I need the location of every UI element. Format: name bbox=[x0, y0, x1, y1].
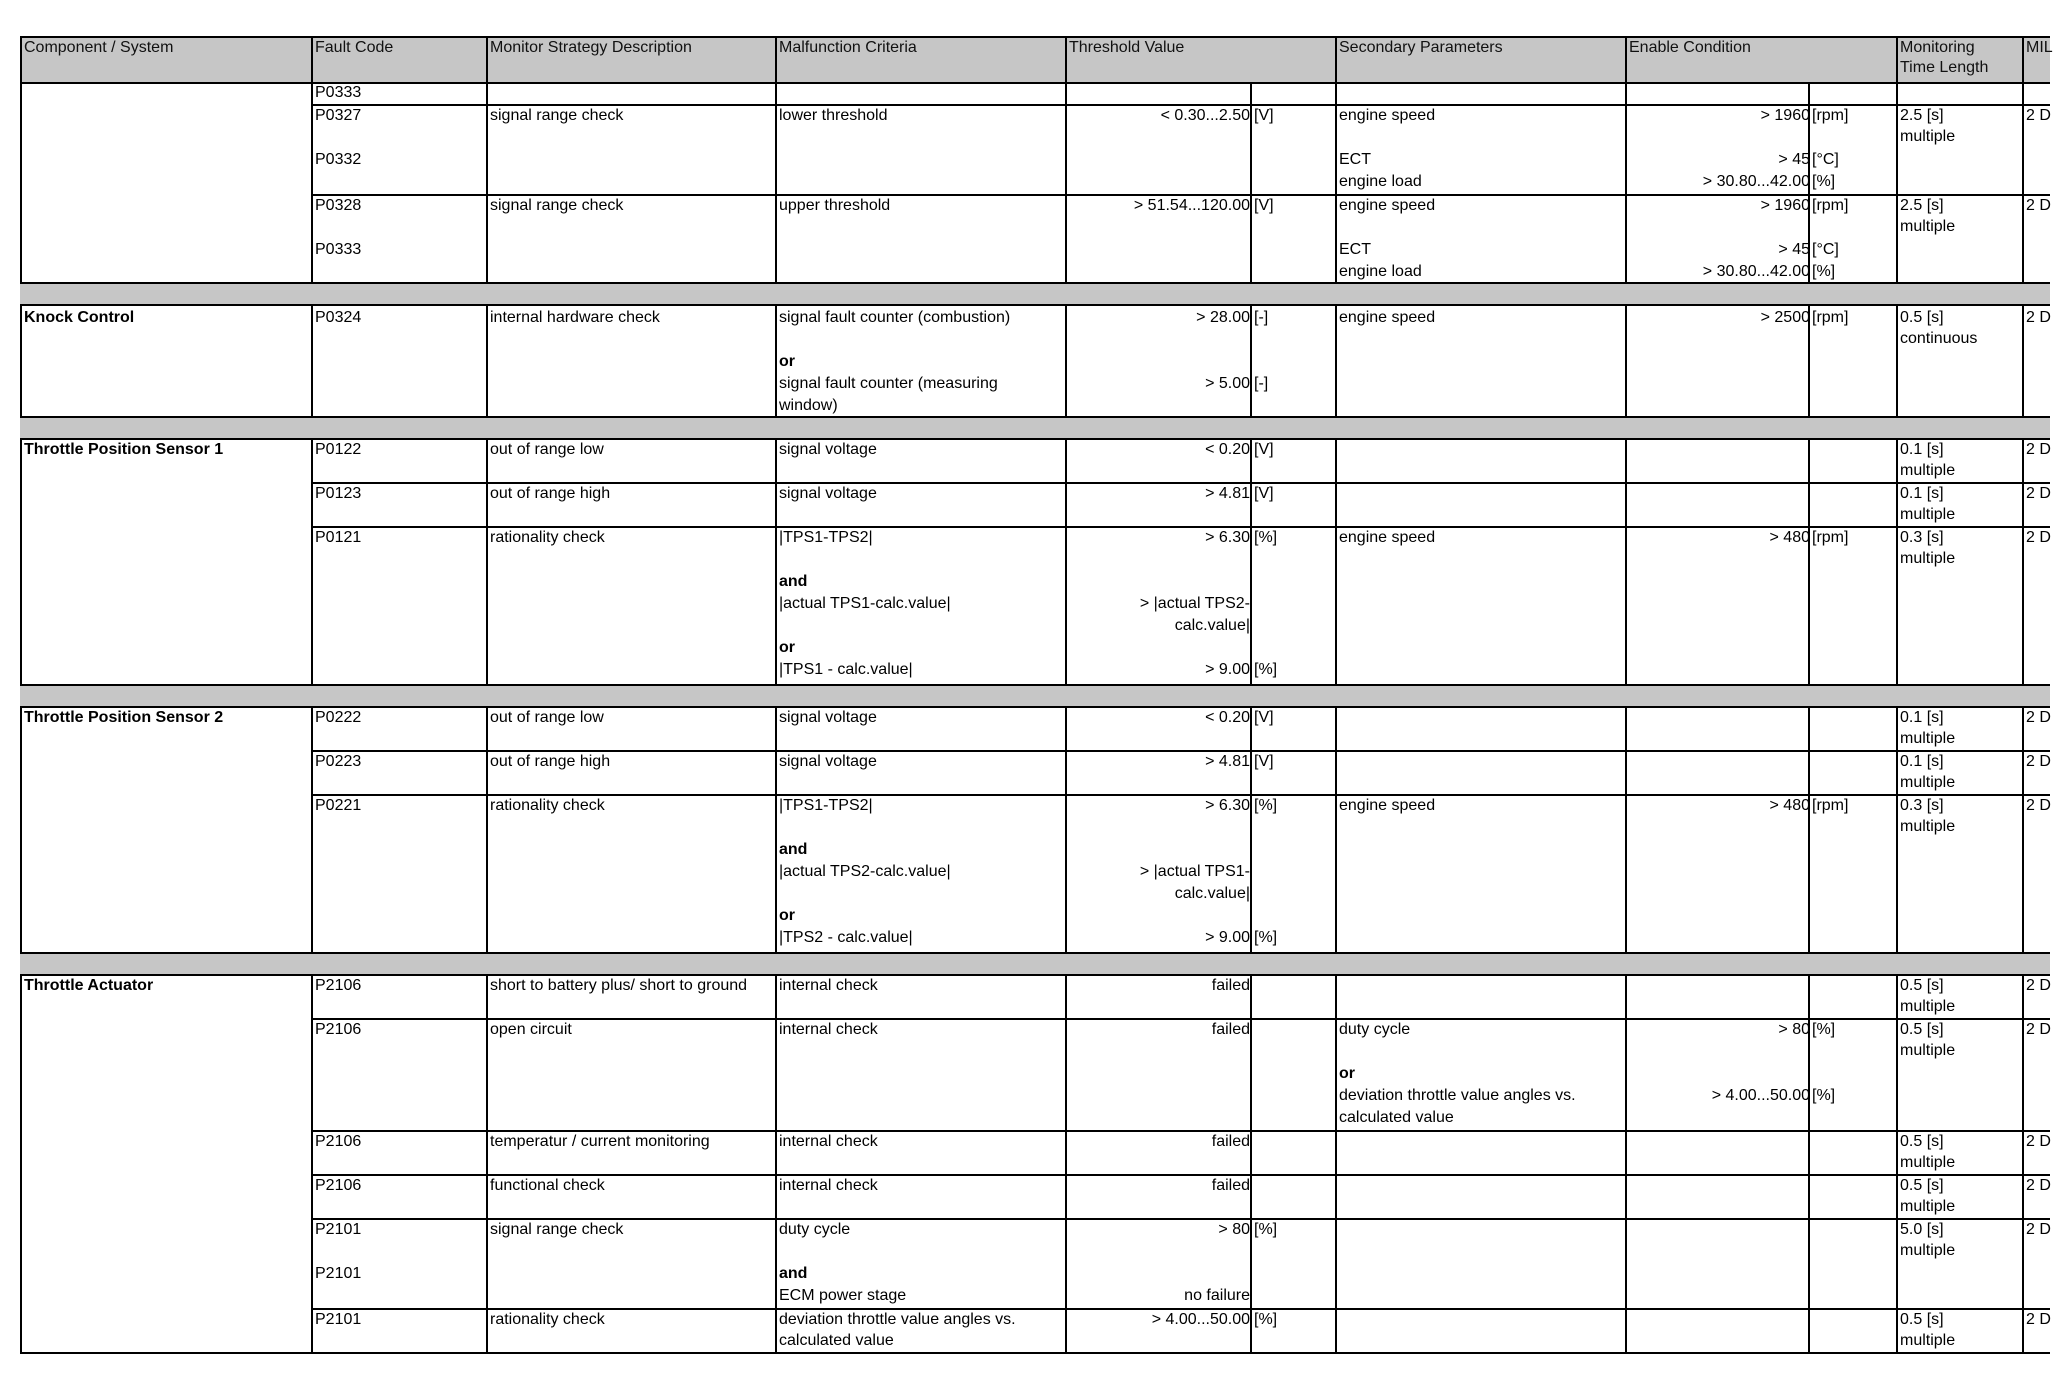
monitor-strategy: signal range check bbox=[490, 197, 624, 214]
column-divider bbox=[1896, 438, 1898, 684]
monitoring-time: 0.5 [s] bbox=[1900, 1021, 1944, 1038]
threshold-unit: [%] bbox=[1254, 661, 1278, 678]
column-divider bbox=[1896, 706, 1898, 952]
header-mil: MIL bbox=[2026, 39, 2053, 56]
monitoring-mode: multiple bbox=[1900, 1042, 1956, 1059]
fault-code: P0327 bbox=[315, 107, 362, 124]
monitor-strategy: internal hardware check bbox=[490, 309, 660, 326]
column-divider bbox=[1065, 706, 1067, 952]
monitor-strategy: rationality check bbox=[490, 797, 605, 814]
fault-code: P0121 bbox=[315, 529, 362, 546]
enable-value: > 30.80...42.00 bbox=[1702, 173, 1810, 190]
column-divider bbox=[1250, 438, 1252, 684]
malfunction-criteria: internal check bbox=[779, 1133, 878, 1150]
column-divider bbox=[1896, 82, 1898, 282]
threshold-unit: [%] bbox=[1254, 1221, 1278, 1238]
monitoring-time: 0.5 [s] bbox=[1900, 977, 1944, 994]
monitoring-mode: multiple bbox=[1900, 506, 1956, 523]
malfunction-criteria: internal check bbox=[779, 1177, 878, 1194]
fault-code: P0222 bbox=[315, 709, 362, 726]
fault-code: P0333 bbox=[315, 241, 362, 258]
column-divider bbox=[1625, 438, 1627, 684]
column-divider bbox=[775, 438, 777, 684]
secondary-parameter: engine speed bbox=[1339, 797, 1436, 814]
component-label: Throttle Position Sensor 2 bbox=[24, 709, 224, 726]
malfunction-criteria: and bbox=[779, 1265, 808, 1282]
threshold-unit: [-] bbox=[1254, 309, 1269, 326]
monitoring-mode: multiple bbox=[1900, 128, 1956, 145]
secondary-parameter: engine speed bbox=[1339, 197, 1436, 214]
enable-unit: [rpm] bbox=[1812, 797, 1849, 814]
threshold-unit: [V] bbox=[1254, 197, 1274, 214]
monitor-strategy: functional check bbox=[490, 1177, 605, 1194]
row-divider bbox=[20, 304, 2050, 306]
column-divider bbox=[20, 304, 22, 416]
mil-value: 2 D bbox=[2026, 797, 2051, 814]
threshold-value: > 4.00...50.00 bbox=[1151, 1311, 1250, 1328]
malfunction-criteria: calculated value bbox=[779, 1332, 894, 1349]
column-divider bbox=[775, 706, 777, 952]
monitoring-time: 0.1 [s] bbox=[1900, 485, 1944, 502]
secondary-parameter: engine speed bbox=[1339, 309, 1436, 326]
column-divider bbox=[311, 706, 313, 952]
mil-value: 2 D bbox=[2026, 1311, 2051, 1328]
malfunction-criteria: |actual TPS2-calc.value| bbox=[779, 863, 951, 880]
threshold-value: failed bbox=[1211, 1021, 1250, 1038]
mil-value: 2 D bbox=[2026, 1021, 2051, 1038]
threshold-value: no failure bbox=[1184, 1287, 1250, 1304]
monitoring-mode: multiple bbox=[1900, 1332, 1956, 1349]
mil-value: 2 D bbox=[2026, 709, 2051, 726]
column-divider bbox=[2022, 36, 2024, 82]
header-malfunction-criteria: Malfunction Criteria bbox=[779, 39, 917, 56]
column-divider bbox=[1625, 36, 1627, 82]
threshold-value: < 0.30...2.50 bbox=[1160, 107, 1250, 124]
column-divider bbox=[311, 974, 313, 1352]
malfunction-criteria: or bbox=[779, 907, 795, 924]
malfunction-criteria: ECM power stage bbox=[779, 1287, 907, 1304]
threshold-unit: [V] bbox=[1254, 753, 1274, 770]
secondary-parameter: calculated value bbox=[1339, 1109, 1454, 1126]
threshold-unit: [%] bbox=[1254, 929, 1278, 946]
enable-value: > 80 bbox=[1778, 1021, 1810, 1038]
enable-value: > 480 bbox=[1769, 797, 1810, 814]
component-label: Throttle Actuator bbox=[24, 977, 154, 994]
fault-code: P2101 bbox=[315, 1221, 362, 1238]
monitor-strategy: rationality check bbox=[490, 529, 605, 546]
monitor-strategy: rationality check bbox=[490, 1311, 605, 1328]
monitoring-mode: multiple bbox=[1900, 998, 1956, 1015]
enable-unit: [rpm] bbox=[1812, 107, 1849, 124]
monitor-strategy: short to battery plus/ short to ground bbox=[490, 977, 748, 994]
threshold-value: > |actual TPS1- bbox=[1139, 863, 1250, 880]
column-divider bbox=[1335, 438, 1337, 684]
threshold-value: failed bbox=[1211, 1133, 1250, 1150]
secondary-parameter: or bbox=[1339, 1065, 1355, 1082]
column-divider bbox=[775, 974, 777, 1352]
column-divider bbox=[1335, 304, 1337, 416]
mil-value: 2 D bbox=[2026, 529, 2051, 546]
column-divider bbox=[20, 36, 22, 82]
fault-code: P0123 bbox=[315, 485, 362, 502]
column-divider bbox=[1896, 974, 1898, 1352]
fault-code: P0324 bbox=[315, 309, 362, 326]
threshold-value: > 4.81 bbox=[1205, 485, 1250, 502]
monitoring-time: 0.5 [s] bbox=[1900, 1133, 1944, 1150]
monitoring-mode: multiple bbox=[1900, 1198, 1956, 1215]
column-divider bbox=[1250, 706, 1252, 952]
malfunction-criteria: or bbox=[779, 353, 795, 370]
monitoring-mode: multiple bbox=[1900, 818, 1956, 835]
monitor-strategy: out of range high bbox=[490, 753, 611, 770]
column-divider bbox=[1250, 82, 1252, 282]
monitoring-time: 0.3 [s] bbox=[1900, 529, 1944, 546]
column-divider bbox=[311, 304, 313, 416]
threshold-value: > 5.00 bbox=[1205, 375, 1250, 392]
group-separator-band bbox=[20, 952, 2050, 974]
monitor-strategy: out of range low bbox=[490, 441, 604, 458]
secondary-parameter: ECT bbox=[1339, 241, 1371, 258]
threshold-value: failed bbox=[1211, 977, 1250, 994]
monitoring-time: 5.0 [s] bbox=[1900, 1221, 1944, 1238]
column-divider bbox=[1335, 82, 1337, 282]
monitor-strategy: out of range high bbox=[490, 485, 611, 502]
enable-unit: [%] bbox=[1812, 263, 1836, 280]
threshold-unit: [V] bbox=[1254, 107, 1274, 124]
column-divider bbox=[2022, 706, 2024, 952]
fault-code: P2101 bbox=[315, 1265, 362, 1282]
column-divider bbox=[1065, 36, 1067, 82]
monitor-strategy: temperatur / current monitoring bbox=[490, 1133, 710, 1150]
monitoring-mode: multiple bbox=[1900, 1242, 1956, 1259]
secondary-parameter: deviation throttle value angles vs. bbox=[1339, 1087, 1576, 1104]
column-divider bbox=[1808, 706, 1810, 952]
threshold-value: < 0.20 bbox=[1205, 441, 1250, 458]
enable-value: > 45 bbox=[1778, 241, 1810, 258]
header-threshold-value: Threshold Value bbox=[1069, 39, 1185, 56]
component-label: Throttle Position Sensor 1 bbox=[24, 441, 224, 458]
column-divider bbox=[311, 438, 313, 684]
threshold-value: > 28.00 bbox=[1196, 309, 1250, 326]
mil-value: 2 D bbox=[2026, 485, 2051, 502]
monitoring-time: 0.1 [s] bbox=[1900, 441, 1944, 458]
mil-value: 2 D bbox=[2026, 197, 2051, 214]
column-divider bbox=[486, 438, 488, 684]
column-divider bbox=[1335, 36, 1337, 82]
monitoring-mode: continuous bbox=[1900, 330, 1978, 347]
column-divider bbox=[775, 304, 777, 416]
header-monitor-strategy: Monitor Strategy Description bbox=[490, 39, 692, 56]
malfunction-criteria: internal check bbox=[779, 1021, 878, 1038]
monitoring-time: 0.1 [s] bbox=[1900, 709, 1944, 726]
column-divider bbox=[311, 82, 313, 282]
threshold-unit: [%] bbox=[1254, 529, 1278, 546]
malfunction-criteria: |TPS1 - calc.value| bbox=[779, 661, 913, 678]
enable-value: > 1960 bbox=[1760, 197, 1810, 214]
fault-code: P0221 bbox=[315, 797, 362, 814]
fault-code: P2106 bbox=[315, 977, 362, 994]
fault-code: P0328 bbox=[315, 197, 362, 214]
row-divider bbox=[20, 952, 2050, 954]
enable-unit: [°C] bbox=[1812, 241, 1839, 258]
enable-unit: [rpm] bbox=[1812, 529, 1849, 546]
column-divider bbox=[2022, 974, 2024, 1352]
monitoring-mode: multiple bbox=[1900, 462, 1956, 479]
malfunction-criteria: signal voltage bbox=[779, 441, 877, 458]
column-divider bbox=[486, 304, 488, 416]
fault-code: P0223 bbox=[315, 753, 362, 770]
column-divider bbox=[2022, 438, 2024, 684]
monitoring-mode: multiple bbox=[1900, 730, 1956, 747]
row-divider bbox=[20, 282, 2050, 284]
row-divider bbox=[20, 416, 2050, 418]
column-divider bbox=[311, 36, 313, 82]
monitor-strategy: signal range check bbox=[490, 1221, 624, 1238]
column-divider bbox=[1250, 304, 1252, 416]
monitoring-time: 2.5 [s] bbox=[1900, 107, 1944, 124]
threshold-unit: [%] bbox=[1254, 1311, 1278, 1328]
monitoring-time: 0.5 [s] bbox=[1900, 1311, 1944, 1328]
mil-value: 2 D bbox=[2026, 1221, 2051, 1238]
malfunction-criteria: |TPS1-TPS2| bbox=[779, 797, 873, 814]
group-separator-band bbox=[20, 282, 2050, 304]
column-divider bbox=[486, 36, 488, 82]
column-divider bbox=[1625, 706, 1627, 952]
column-divider bbox=[1065, 438, 1067, 684]
enable-value: > 1960 bbox=[1760, 107, 1810, 124]
enable-value: > 4.00...50.00 bbox=[1711, 1087, 1810, 1104]
monitoring-time: 0.5 [s] bbox=[1900, 1177, 1944, 1194]
mil-value: 2 D bbox=[2026, 309, 2051, 326]
header-component: Component / System bbox=[24, 39, 174, 56]
malfunction-criteria: upper threshold bbox=[779, 197, 891, 214]
malfunction-criteria: |TPS2 - calc.value| bbox=[779, 929, 913, 946]
column-divider bbox=[2022, 82, 2024, 282]
malfunction-criteria: or bbox=[779, 639, 795, 656]
monitoring-mode: multiple bbox=[1900, 1154, 1956, 1171]
fault-code: P0122 bbox=[315, 441, 362, 458]
fault-code: P2106 bbox=[315, 1177, 362, 1194]
malfunction-criteria: and bbox=[779, 573, 808, 590]
column-divider bbox=[1335, 974, 1337, 1352]
threshold-unit: [-] bbox=[1254, 375, 1269, 392]
threshold-value: failed bbox=[1211, 1177, 1250, 1194]
monitor-strategy: open circuit bbox=[490, 1021, 572, 1038]
column-divider bbox=[1896, 36, 1898, 82]
fault-code: P2106 bbox=[315, 1133, 362, 1150]
header-monitoring: Monitoring bbox=[1900, 39, 1975, 56]
malfunction-criteria: |TPS1-TPS2| bbox=[779, 529, 873, 546]
malfunction-criteria: signal voltage bbox=[779, 709, 877, 726]
mil-value: 2 D bbox=[2026, 753, 2051, 770]
enable-value: > 2500 bbox=[1760, 309, 1810, 326]
column-divider bbox=[775, 36, 777, 82]
enable-unit: [°C] bbox=[1812, 151, 1839, 168]
secondary-parameter: engine load bbox=[1339, 263, 1422, 280]
secondary-parameter: engine load bbox=[1339, 173, 1422, 190]
column-divider bbox=[20, 974, 22, 1352]
monitoring-mode: multiple bbox=[1900, 774, 1956, 791]
column-divider bbox=[20, 438, 22, 684]
row-divider bbox=[20, 1352, 2050, 1354]
threshold-value: calc.value| bbox=[1174, 885, 1250, 902]
header-enable-condition: Enable Condition bbox=[1629, 39, 1751, 56]
fault-code: P0333 bbox=[315, 84, 362, 101]
enable-unit: [rpm] bbox=[1812, 197, 1849, 214]
secondary-parameter: duty cycle bbox=[1339, 1021, 1411, 1038]
threshold-value: > 9.00 bbox=[1205, 929, 1250, 946]
column-divider bbox=[486, 974, 488, 1352]
threshold-unit: [V] bbox=[1254, 485, 1274, 502]
threshold-value: > 9.00 bbox=[1205, 661, 1250, 678]
fault-code: P0332 bbox=[315, 151, 362, 168]
column-divider bbox=[20, 82, 22, 282]
malfunction-criteria: signal fault counter (combustion) bbox=[779, 309, 1011, 326]
malfunction-criteria: signal voltage bbox=[779, 485, 877, 502]
monitoring-time: 0.1 [s] bbox=[1900, 753, 1944, 770]
group-separator-band bbox=[20, 684, 2050, 706]
column-divider bbox=[486, 706, 488, 952]
malfunction-criteria: duty cycle bbox=[779, 1221, 851, 1238]
fault-code: P2101 bbox=[315, 1311, 362, 1328]
threshold-value: > 51.54...120.00 bbox=[1133, 197, 1250, 214]
column-divider bbox=[20, 706, 22, 952]
malfunction-criteria: signal fault counter (measuring bbox=[779, 375, 998, 392]
enable-unit: [rpm] bbox=[1812, 309, 1849, 326]
malfunction-criteria: deviation throttle value angles vs. bbox=[779, 1311, 1016, 1328]
fault-code: P2106 bbox=[315, 1021, 362, 1038]
component-label: Knock Control bbox=[24, 309, 135, 326]
enable-value: > 30.80...42.00 bbox=[1702, 263, 1810, 280]
column-divider bbox=[1808, 438, 1810, 684]
header-secondary-parameters: Secondary Parameters bbox=[1339, 39, 1503, 56]
mil-value: 2 D bbox=[2026, 1133, 2051, 1150]
malfunction-criteria: signal voltage bbox=[779, 753, 877, 770]
column-divider bbox=[2022, 304, 2024, 416]
malfunction-criteria: window) bbox=[779, 397, 838, 414]
monitoring-mode: multiple bbox=[1900, 550, 1956, 567]
mil-value: 2 D bbox=[2026, 977, 2051, 994]
column-divider bbox=[1250, 974, 1252, 1352]
malfunction-criteria: |actual TPS1-calc.value| bbox=[779, 595, 951, 612]
threshold-unit: [V] bbox=[1254, 441, 1274, 458]
group-separator-band bbox=[20, 416, 2050, 438]
row-divider bbox=[20, 684, 2050, 686]
threshold-value: > 4.81 bbox=[1205, 753, 1250, 770]
threshold-value: > 6.30 bbox=[1205, 529, 1250, 546]
column-divider bbox=[1896, 304, 1898, 416]
threshold-unit: [%] bbox=[1254, 797, 1278, 814]
header-time-length: Time Length bbox=[1900, 59, 1989, 76]
monitor-strategy: out of range low bbox=[490, 709, 604, 726]
mil-value: 2 D bbox=[2026, 107, 2051, 124]
enable-unit: [%] bbox=[1812, 1087, 1836, 1104]
enable-value: > 480 bbox=[1769, 529, 1810, 546]
secondary-parameter: engine speed bbox=[1339, 107, 1436, 124]
column-divider bbox=[775, 82, 777, 282]
mil-value: 2 D bbox=[2026, 1177, 2051, 1194]
mil-value: 2 D bbox=[2026, 441, 2051, 458]
malfunction-criteria: and bbox=[779, 841, 808, 858]
monitoring-time: 2.5 [s] bbox=[1900, 197, 1944, 214]
monitoring-mode: multiple bbox=[1900, 218, 1956, 235]
secondary-parameter: engine speed bbox=[1339, 529, 1436, 546]
threshold-unit: [V] bbox=[1254, 709, 1274, 726]
monitoring-time: 0.3 [s] bbox=[1900, 797, 1944, 814]
enable-value: > 45 bbox=[1778, 151, 1810, 168]
threshold-value: > 6.30 bbox=[1205, 797, 1250, 814]
column-divider bbox=[486, 82, 488, 282]
malfunction-criteria: lower threshold bbox=[779, 107, 888, 124]
column-divider bbox=[1335, 706, 1337, 952]
threshold-value: calc.value| bbox=[1174, 617, 1250, 634]
header-fault-code: Fault Code bbox=[315, 39, 394, 56]
enable-unit: [%] bbox=[1812, 173, 1836, 190]
threshold-value: > 80 bbox=[1218, 1221, 1250, 1238]
threshold-value: < 0.20 bbox=[1205, 709, 1250, 726]
malfunction-criteria: internal check bbox=[779, 977, 878, 994]
monitoring-time: 0.5 [s] bbox=[1900, 309, 1944, 326]
threshold-value: > |actual TPS2- bbox=[1139, 595, 1250, 612]
monitor-strategy: signal range check bbox=[490, 107, 624, 124]
secondary-parameter: ECT bbox=[1339, 151, 1371, 168]
enable-unit: [%] bbox=[1812, 1021, 1836, 1038]
